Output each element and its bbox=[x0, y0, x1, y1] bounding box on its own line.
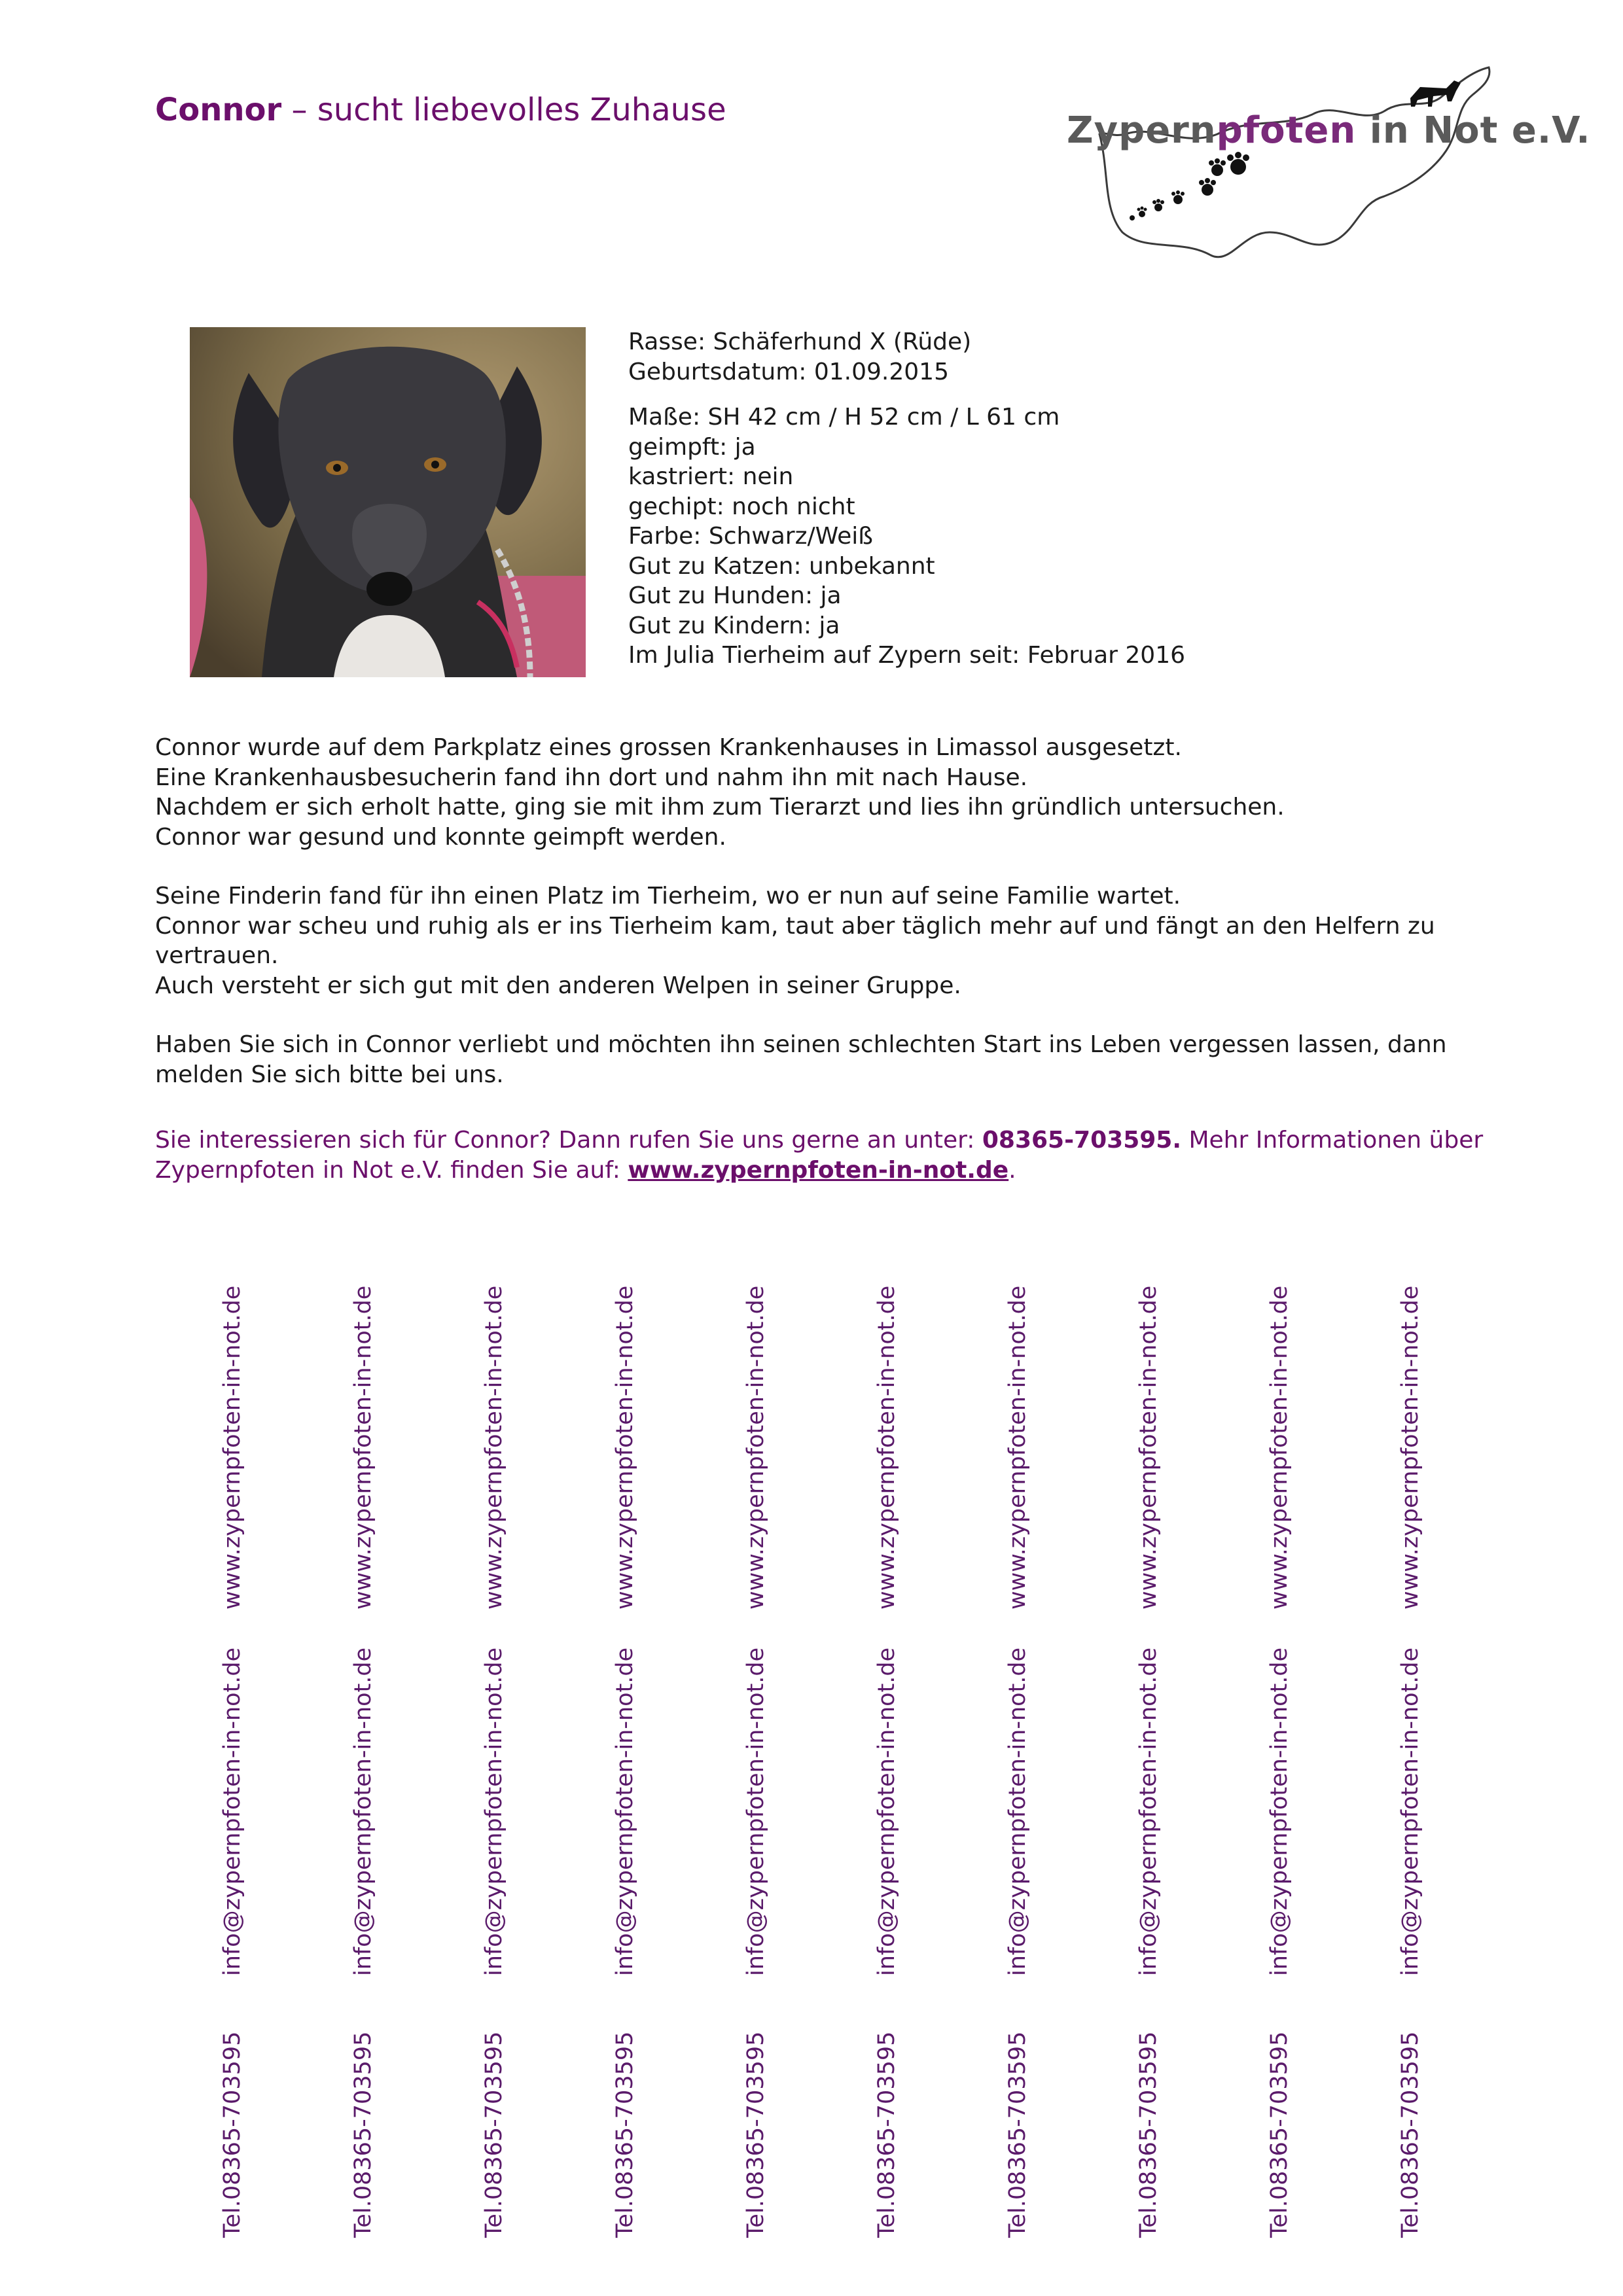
tear-off-website: www.zypernpfoten-in-not.de bbox=[1266, 1285, 1293, 1610]
tear-off-strip bbox=[216, 1260, 249, 2238]
tear-off-email: info@zypernpfoten-in-not.de bbox=[1135, 1647, 1162, 1976]
fact-cats: Gut zu Katzen: unbekannt bbox=[628, 552, 935, 580]
tear-off-strip bbox=[1001, 1260, 1034, 2238]
tear-off-strip bbox=[1394, 1260, 1427, 2238]
tear-off-email: info@zypernpfoten-in-not.de bbox=[1397, 1647, 1423, 1976]
tear-off-website: www.zypernpfoten-in-not.de bbox=[743, 1285, 769, 1610]
tear-off-phone: Tel.08365-703595 bbox=[481, 2031, 507, 2238]
tear-off-strip bbox=[870, 1260, 903, 2238]
story-paragraph: Seine Finderin fand für ihn einen Platz im Tierheim, wo er nun auf seine Familie wartet. Connor war scheu und ruhig als er ins Tierheim kam, taut aber täglich mehr auf und fängt an den Helfern zu vertrauen. Auch versteht er sich gut mit den anderen Welpen in seiner Gruppe. bbox=[155, 883, 1435, 999]
tear-off-website: www.zypernpfoten-in-not.de bbox=[874, 1285, 900, 1610]
story-paragraph: Haben Sie sich in Connor verliebt und möchten ihn seinen schlechten Start ins Leben vergessen lassen, dann melden Sie sich bitte bei uns. bbox=[155, 1031, 1447, 1088]
tear-off-strip bbox=[740, 1260, 772, 2238]
tear-off-email: info@zypernpfoten-in-not.de bbox=[1266, 1647, 1293, 1976]
tear-off-website: www.zypernpfoten-in-not.de bbox=[1397, 1285, 1423, 1610]
tear-off-phone: Tel.08365-703595 bbox=[1397, 2031, 1423, 2238]
tear-off-strip bbox=[609, 1260, 641, 2238]
dog-facts bbox=[628, 327, 1185, 671]
tear-off-phone: Tel.08365-703595 bbox=[1266, 2031, 1293, 2238]
organization-logo bbox=[1054, 36, 1591, 272]
tear-off-email: info@zypernpfoten-in-not.de bbox=[1005, 1647, 1031, 1976]
tear-off-phone: Tel.08365-703595 bbox=[219, 2031, 245, 2238]
tear-off-phone: Tel.08365-703595 bbox=[1135, 2031, 1162, 2238]
tear-off-website: www.zypernpfoten-in-not.de bbox=[1135, 1285, 1162, 1610]
tear-off-phone: Tel.08365-703595 bbox=[350, 2031, 376, 2238]
logo-wordmark: Zypernpfoten in Not e.V. bbox=[1067, 109, 1591, 152]
tear-off-email: info@zypernpfoten-in-not.de bbox=[612, 1647, 638, 1976]
tear-off-email: info@zypernpfoten-in-not.de bbox=[874, 1647, 900, 1976]
story-paragraph: Connor wurde auf dem Parkplatz eines grossen Krankenhauses in Limassol ausgesetzt. Eine Krankenhausbesucherin fand ihn dort und nahm ihn mit nach Hause. Nachdem er sich erholt hatte, ging sie mit ihm zum Tierarzt und lies ihn gründlich untersuchen. Connor war gesund und konnte geimpft werden. bbox=[155, 734, 1285, 851]
website-link[interactable]: www.zypernpfoten-in-not.de bbox=[628, 1156, 1009, 1184]
fact-dogs: Gut zu Hunden: ja bbox=[628, 582, 842, 609]
dog-photo bbox=[190, 327, 586, 677]
fact-neutered: kastriert: nein bbox=[628, 463, 794, 490]
tear-off-website: www.zypernpfoten-in-not.de bbox=[1005, 1285, 1031, 1610]
tear-off-phone: Tel.08365-703595 bbox=[743, 2031, 769, 2238]
fact-chipped: gechipt: noch nicht bbox=[628, 493, 855, 520]
fact-vaccinated: geimpft: ja bbox=[628, 433, 756, 461]
tear-off-phone: Tel.08365-703595 bbox=[1005, 2031, 1031, 2238]
tear-off-website: www.zypernpfoten-in-not.de bbox=[219, 1285, 245, 1610]
tear-off-strip bbox=[1263, 1260, 1296, 2238]
tear-off-phone: Tel.08365-703595 bbox=[612, 2031, 638, 2238]
tear-off-strip bbox=[1132, 1260, 1165, 2238]
paw-prints-icon bbox=[1130, 152, 1249, 221]
fact-color: Farbe: Schwarz/Weiß bbox=[628, 523, 873, 550]
tear-off-email: info@zypernpfoten-in-not.de bbox=[743, 1647, 769, 1976]
tear-off-website: www.zypernpfoten-in-not.de bbox=[350, 1285, 376, 1610]
fact-children: Gut zu Kindern: ja bbox=[628, 612, 840, 639]
tear-off-phone: Tel.08365-703595 bbox=[874, 2031, 900, 2238]
title-tagline: – sucht liebevolles Zuhause bbox=[291, 92, 726, 128]
fact-breed: Rasse: Schäferhund X (Rüde) bbox=[628, 328, 972, 355]
dog-name: Connor bbox=[155, 92, 282, 128]
fact-measurements: Maße: SH 42 cm / H 52 cm / L 61 cm bbox=[628, 404, 1060, 431]
tear-off-website: www.zypernpfoten-in-not.de bbox=[481, 1285, 507, 1610]
tear-off-strip bbox=[347, 1260, 380, 2238]
cyprus-map-icon bbox=[1054, 36, 1505, 272]
phone-number: 08365-703595. bbox=[982, 1127, 1182, 1154]
tear-off-email: info@zypernpfoten-in-not.de bbox=[350, 1647, 376, 1976]
tear-off-email: info@zypernpfoten-in-not.de bbox=[481, 1647, 507, 1976]
fact-birthdate: Geburtsdatum: 01.09.2015 bbox=[628, 358, 949, 385]
tear-off-email: info@zypernpfoten-in-not.de bbox=[219, 1647, 245, 1976]
tear-off-strip bbox=[478, 1260, 510, 2238]
fact-shelter-since: Im Julia Tierheim auf Zypern seit: Februar 2016 bbox=[628, 642, 1186, 669]
story-text bbox=[155, 733, 1490, 1119]
page-title bbox=[155, 92, 726, 128]
contact-info: Sie interessieren sich für Connor? Dann rufen Sie uns gerne an unter: 08365-703595. Mehr Informationen über Zypernpfoten in Not e.V. finden Sie auf: www.zypernpfoten-in-not.de. bbox=[155, 1127, 1484, 1184]
tear-off-website: www.zypernpfoten-in-not.de bbox=[612, 1285, 638, 1610]
